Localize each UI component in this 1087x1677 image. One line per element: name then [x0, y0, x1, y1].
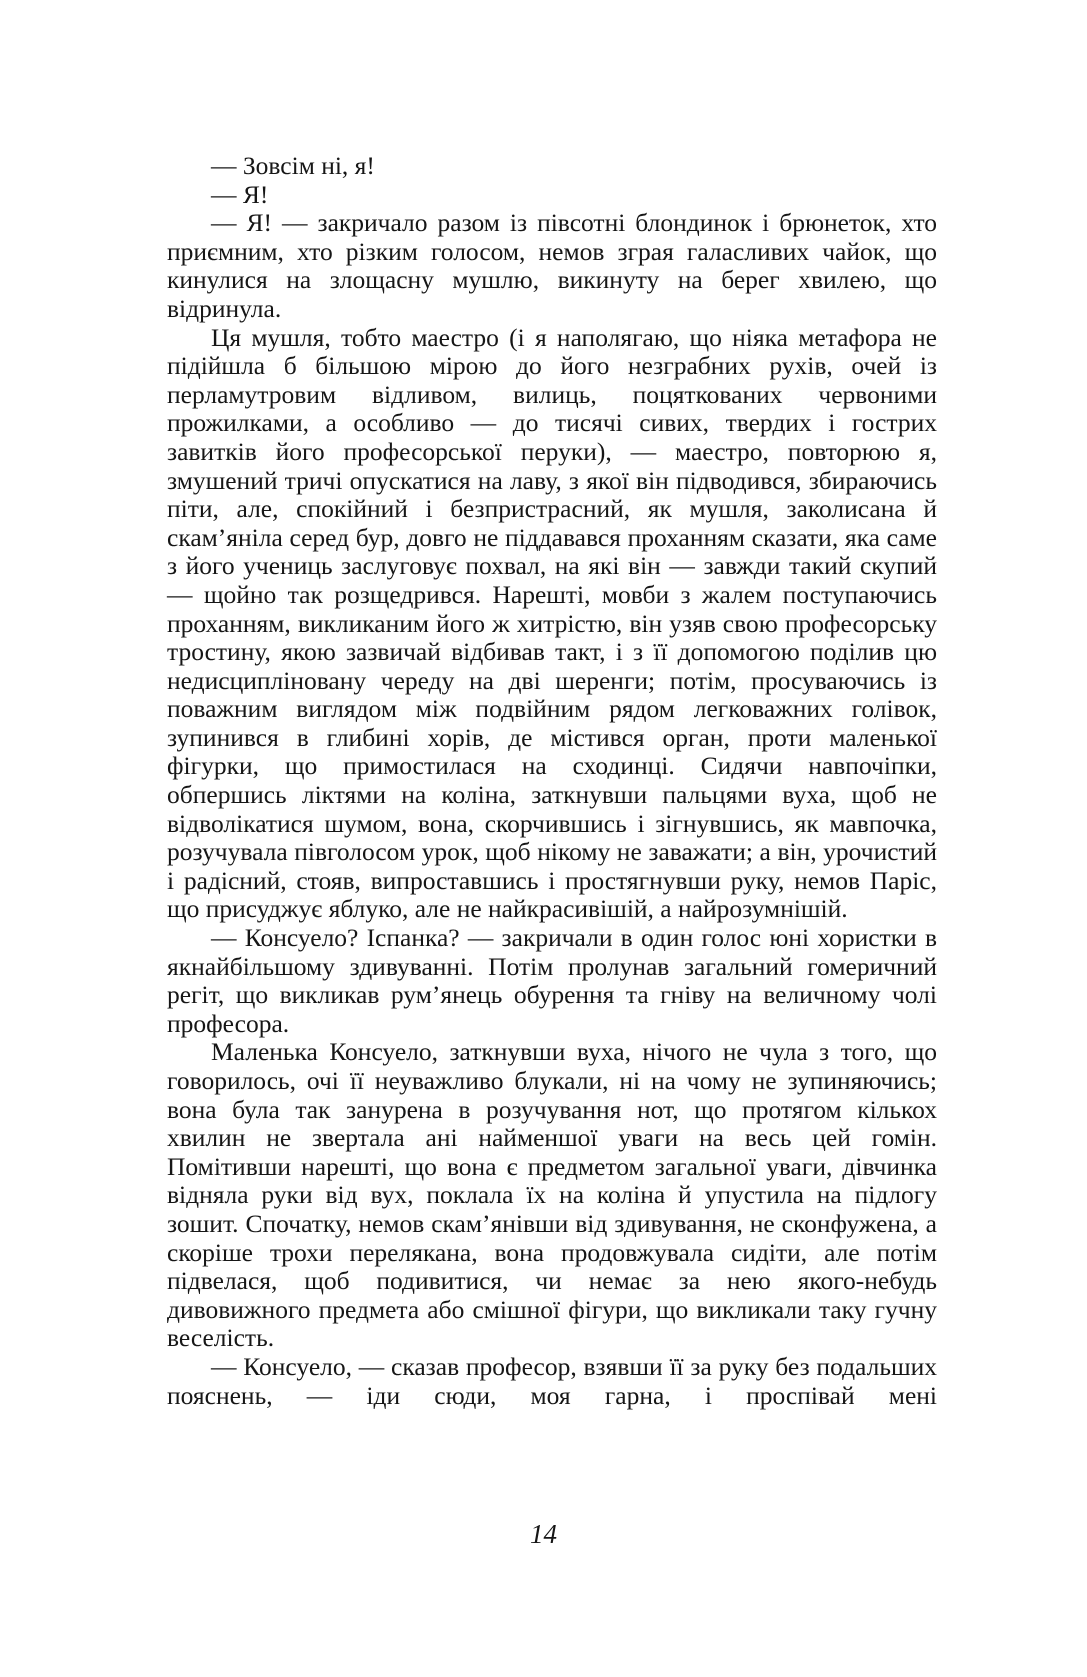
- paragraph: Маленька Консуело, заткнувши вуха, нічого не чула з того, що говорилось, очі її неуважливо блукали, ні на чому не зупиняючись; вона була так занурена в розучування нот, що протягом кількох хвилин не звертала ані найменшої уваги на весь цей гомін. Помітивши нарешті, що вона є предметом загальної уваги, дівчинка відняла руки від вух, поклала їх на коліна й упустила на підлогу зошит. Спочатку, немов скам’янівши від здивування, не сконфужена, а скоріше трохи перелякана, вона продовжувала сидіти, але потім підвелася, щоб подивитися, чи немає за нею якого-небудь дивовижного предмета або смішної фігури, що викликали таку гучну веселість.: [167, 1037, 937, 1353]
- paragraph: — Консуело? Іспанка? — закричали в один голос юні хористки в якнайбільшому здивуванні. Потім пролунав загальний гомеричний регіт, що викликав рум’янець обурення та гніву на величному чолі професора.: [167, 923, 937, 1038]
- paragraph: Ця мушля, тобто маестро (і я наполягаю, що ніяка метафора не підійшла б більшою мірою до його незграбних рухів, очей із перламутровим відливом, вилиць, поцяткованих червоними прожилками, а особливо — до тисячі сивих, твердих і гострих завитків його професорської перуки), — маестро, повторюю я, змушений тричі опускатися на лаву, з якої він підводився, збираючись піти, але, спокійний і безпристрасний, як мушля, заколисана й скам’яніла серед бур, довго не піддавався проханням сказати, яка саме з його учениць заслуговує похвал, на які він — завжди такий скупий — щойно так розщедрився. Нарешті, мовби з жалем поступаючись проханням, викликаним його ж хитрістю, він узяв свою професорську тростину, якою зазвичай відбивав такт, і з її допомогою поділив цю недисципліновану череду на дві шеренги; потім, просуваючись із поважним виглядом між подвійним рядом легковажних голівок, зупинився в глибині хорів, де містився орган, проти маленької фігурки, що примостилася на сходинці. Сидячи навпочіпки, обпершись ліктями на коліна, заткнувши пальцями вуха, щоб не відволікатися шумом, вона, скорчившись і зігнувшись, як мавпочка, розучувала півголосом урок, щоб нікому не заважати; а він, урочистий і радісний, стояв, випроставшись і простягнувши руку, немов Паріс, що присуджує яблуко, але не найкрасивішій, а найрозумнішій.: [167, 322, 937, 924]
- page-number: 14: [530, 1519, 557, 1549]
- paragraph-last: — Консуело, — сказав професор, взявши її за руку без подальших пояснень, — іди сюди, моя гарна, і проспівай мені: [167, 1351, 937, 1410]
- body-text: [167, 152, 937, 1410]
- paragraph: — Зовсім ні, я!: [211, 151, 375, 180]
- paragraph: — Я!: [211, 179, 269, 209]
- paragraph: — Я! — закричало разом із півсотні блондинок і брюнеток, хто приємним, хто різким голосом, немов зграя галасливих чайок, що кинулися на злощасну мушлю, викинуту на берег хвилею, що відринула.: [167, 208, 937, 323]
